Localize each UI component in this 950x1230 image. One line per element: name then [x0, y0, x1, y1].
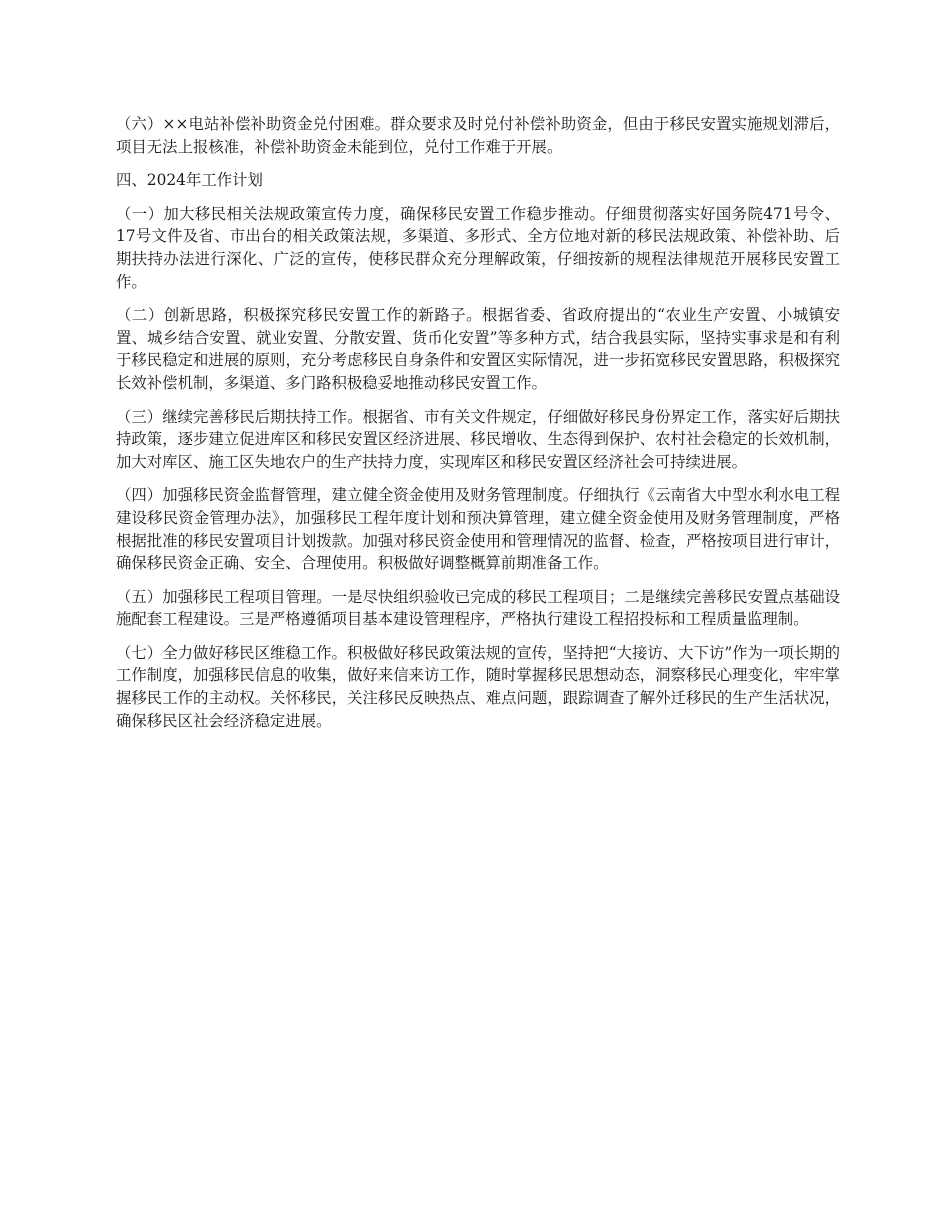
paragraph-2-new-approach: （二）创新思路，积极探究移民安置工作的新路子。根据省委、省政府提出的“农业生产安置、小城镇安置、城乡结合安置、就业安置、分散安置、货币化安置”等多种方式，结合我县实际，坚持实事求是和有利于移民稳定和进展的原则，充分考虑移民自身条件和安置区实际情况，进一步拓宽移民安置思路，积极探究长效补偿机制，多渠道、多门路积极稳妥地推动移民安置工作。 [116, 306, 840, 392]
paragraph-6-compensation: （六）××电站补偿补助资金兑付困难。群众要求及时兑付补偿补助资金，但由于移民安置实施规划滞后，项目无法上报核准，补偿补助资金未能到位，兑付工作难于开展。 [116, 115, 840, 156]
paragraph-1-policy-publicity: （一）加大移民相关法规政策宣传力度，确保移民安置工作稳步推动。仔细贯彻落实好国务院471号令、17号文件及省、市出台的相关政策法规，多渠道、多形式、全方位地对新的移民法规政策、补偿补助、后期扶持办法进行深化、广泛的宣传，使移民群众充分理解政策，仔细按新的规程法律规范开展移民安置工作。 [116, 204, 840, 291]
paragraph-4-fund-supervision: （四）加强移民资金监督管理，建立健全资金使用及财务管理制度。仔细执行《云南省大中型水利水电工程建设移民资金管理办法》，加强移民工程年度计划和预决算管理，建立健全资金使用及财务管理制度，严格根据批准的移民安置项目计划拨款。加强对移民资金使用和管理情况的监督、检查，严格按项目进行审计，确保移民资金正确、安全、合理使用。积极做好调整概算前期准备工作。 [116, 486, 840, 573]
document-body [116, 113, 840, 743]
section-heading-work-plan: 四、2024年工作计划 [116, 171, 263, 190]
paragraph-5-project-management: （五）加强移民工程项目管理。一是尽快组织验收已完成的移民工程项目；二是继续完善移民安置点基础设施配套工程建设。三是严格遵循项目基本建设管理程序，严格执行建设工程招投标和工程质量监理制。 [116, 587, 840, 629]
paragraph-7-stability: （七）全力做好移民区维稳工作。积极做好移民政策法规的宣传，坚持把“大接访、大下访”作为一项长期的工作制度，加强移民信息的收集，做好来信来访工作，随时掌握移民思想动态，洞察移民心理变化，牢牢掌握移民工作的主动权。关怀移民，关注移民反映热点、难点问题，跟踪调查了解外迁移民的生产生活状况，确保移民区社会经济稳定进展。 [116, 643, 840, 730]
paragraph-3-later-support: （三）继续完善移民后期扶持工作。根据省、市有关文件规定，仔细做好移民身份界定工作，落实好后期扶持政策，逐步建立促进库区和移民安置区经济进展、移民增收、生态得到保护、农村社会稳定的长效机制，加大对库区、施工区失地农户的生产扶持力度，实现库区和移民安置区经济社会可持续进展。 [116, 407, 840, 471]
